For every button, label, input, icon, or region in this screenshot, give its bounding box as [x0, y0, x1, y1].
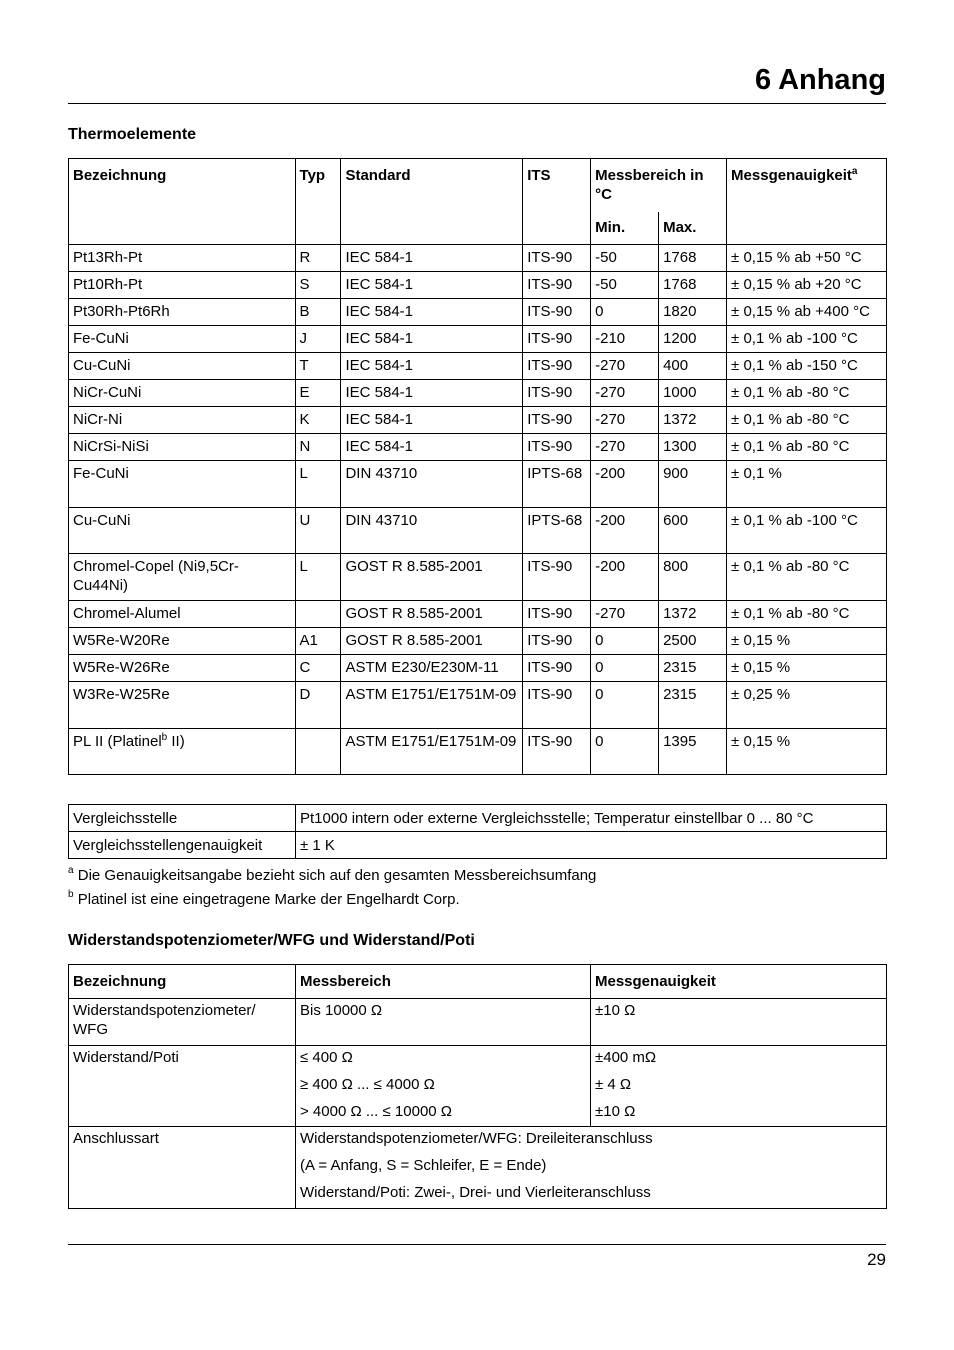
cell-acc: ± 0,1 % ab -150 °C — [727, 353, 887, 380]
cell-acc: ± 0,15 % — [727, 729, 887, 775]
cell-max: 1395 — [659, 729, 727, 775]
table-row — [69, 380, 887, 407]
poti-acc-1: ±400 mΩ — [595, 1049, 657, 1066]
anschlussart-line-1: Widerstandspotenziometer/WFG: Dreileiteranschluss — [300, 1130, 653, 1147]
cell-typ: L — [295, 461, 341, 508]
cell-min: -200 — [591, 554, 659, 601]
table-row — [69, 299, 887, 326]
cell-typ: E — [295, 380, 341, 407]
wfg-row-name: Widerstandspotenziometer/ WFG — [69, 999, 296, 1046]
cell-its: ITS-90 — [523, 245, 591, 272]
cell-typ: K — [295, 407, 341, 434]
cell-min: -200 — [591, 461, 659, 508]
cell-its: ITS-90 — [523, 326, 591, 353]
cell-its: ITS-90 — [523, 628, 591, 655]
cell-max: 1200 — [659, 326, 727, 353]
table-row — [69, 272, 887, 299]
cell-name: Pt10Rh-Pt — [69, 272, 296, 299]
poti-acc-3: ±10 Ω — [595, 1103, 636, 1120]
poti-acc-2: ± 4 Ω — [595, 1076, 632, 1093]
cell-min: -50 — [591, 245, 659, 272]
cell-max: 400 — [659, 353, 727, 380]
cell-std: GOST R 8.585-2001 — [341, 554, 523, 601]
cell-its: ITS-90 — [523, 554, 591, 601]
wfg-header-messgenauigkeit: Messgenauigkeit — [591, 965, 887, 999]
cell-acc: ± 0,1 % ab -80 °C — [727, 601, 887, 628]
header-standard: Standard — [341, 159, 523, 245]
table-row — [69, 245, 887, 272]
cell-min: 0 — [591, 682, 659, 729]
cell-max: 1372 — [659, 407, 727, 434]
cell-typ: L — [295, 554, 341, 601]
cell-max: 1768 — [659, 245, 727, 272]
cell-max: 900 — [659, 461, 727, 508]
wfg-header-bezeichnung: Bezeichnung — [69, 965, 296, 999]
cell-typ — [295, 601, 341, 628]
cell-name: Chromel-Copel (Ni9,5Cr-Cu44Ni) — [69, 554, 296, 601]
cell-name: Fe-CuNi — [69, 326, 296, 353]
cell-its: ITS-90 — [523, 380, 591, 407]
anschlussart-value — [296, 1127, 887, 1209]
cell-typ: T — [295, 353, 341, 380]
cell-std: IEC 584-1 — [341, 353, 523, 380]
footnote-a: $^a$ Die Genauigkeitsangabe bezieht sich auf den gesamten Messbereichsumfang — [68, 865, 597, 884]
footnote-b: $^b$ Platinel ist eine eingetragene Marke der Engelhardt Corp. — [68, 889, 460, 908]
vergleichsstelle-value: Pt1000 intern oder externe Vergleichsstelle; Temperatur einstellbar 0 ... 80 °C — [296, 805, 887, 832]
cell-acc: ± 0,15 % ab +50 °C — [727, 245, 887, 272]
cell-name: Chromel-Alumel — [69, 601, 296, 628]
cell-min: -270 — [591, 434, 659, 461]
poti-range-2: ≥ 400 Ω ... ≤ 4000 Ω — [300, 1076, 435, 1093]
cell-its: ITS-90 — [523, 407, 591, 434]
cell-typ: N — [295, 434, 341, 461]
cell-max: 1300 — [659, 434, 727, 461]
cell-std: GOST R 8.585-2001 — [341, 628, 523, 655]
cell-typ: R — [295, 245, 341, 272]
cell-min: -270 — [591, 353, 659, 380]
cell-its: ITS-90 — [523, 601, 591, 628]
cell-name: NiCrSi-NiSi — [69, 434, 296, 461]
cell-max: 600 — [659, 508, 727, 554]
table-row — [69, 407, 887, 434]
table-row — [69, 601, 887, 628]
cell-name: W5Re-W26Re — [69, 655, 296, 682]
header-messgenauigkeit: Messgenauigkeit$^a$ — [727, 159, 887, 245]
cell-name: W3Re-W25Re — [69, 682, 296, 729]
header-min: Min. — [591, 212, 659, 245]
cell-typ: U — [295, 508, 341, 554]
cell-std: IEC 584-1 — [341, 272, 523, 299]
cell-name: Pt13Rh-Pt — [69, 245, 296, 272]
cell-acc: ± 0,15 % — [727, 628, 887, 655]
cell-std: IEC 584-1 — [341, 407, 523, 434]
cell-std: IEC 584-1 — [341, 299, 523, 326]
page-number: 29 — [867, 1250, 886, 1269]
cell-acc: ± 0,25 % — [727, 682, 887, 729]
vergleichsstelle-table — [68, 804, 887, 859]
header-bezeichnung: Bezeichnung — [69, 159, 296, 245]
cell-std: ASTM E1751/E1751M-09 — [341, 682, 523, 729]
name-pre: PL II (Platinel — [73, 733, 162, 750]
vergleichsstellengenauigkeit-value: ± 1 K — [296, 832, 887, 859]
cell-name — [69, 729, 296, 775]
table-row — [69, 353, 887, 380]
cell-its: ITS-90 — [523, 272, 591, 299]
cell-std: GOST R 8.585-2001 — [341, 601, 523, 628]
cell-typ: D — [295, 682, 341, 729]
cell-std: DIN 43710 — [341, 461, 523, 508]
table-row — [69, 554, 887, 601]
anschlussart-label: Anschlussart — [69, 1127, 296, 1209]
poti-range-1: ≤ 400 Ω — [300, 1049, 353, 1066]
cell-min: -270 — [591, 380, 659, 407]
footnote-a-ref: a — [851, 166, 858, 177]
table-row — [69, 729, 887, 775]
wfg-table — [68, 964, 887, 1209]
cell-its: ITS-90 — [523, 299, 591, 326]
cell-max: 1820 — [659, 299, 727, 326]
wfg-header-messbereich: Messbereich — [296, 965, 591, 999]
poti-row-ranges — [296, 1046, 591, 1127]
table-row — [69, 508, 887, 554]
cell-max: 800 — [659, 554, 727, 601]
cell-typ: A1 — [295, 628, 341, 655]
cell-acc: ± 0,1 % ab -80 °C — [727, 554, 887, 601]
poti-row-name: Widerstand/Poti — [69, 1046, 296, 1127]
header-messbereich: Messbereich in °C — [591, 159, 727, 212]
chapter-title: 6 Anhang — [754, 64, 886, 96]
vergleichsstelle-label: Vergleichsstelle — [69, 805, 296, 832]
cell-max: 1000 — [659, 380, 727, 407]
cell-typ — [295, 729, 341, 775]
cell-std: IEC 584-1 — [341, 380, 523, 407]
cell-min: -270 — [591, 407, 659, 434]
name-post: II) — [167, 733, 185, 750]
cell-name: W5Re-W20Re — [69, 628, 296, 655]
cell-min: 0 — [591, 628, 659, 655]
cell-acc: ± 0,1 % ab -100 °C — [727, 508, 887, 554]
cell-max: 1768 — [659, 272, 727, 299]
cell-std: IEC 584-1 — [341, 434, 523, 461]
anschlussart-line-3: Widerstand/Poti: Zwei-, Drei- und Vierleiteranschluss — [300, 1184, 651, 1201]
cell-min: -50 — [591, 272, 659, 299]
table-row — [69, 434, 887, 461]
cell-its: ITS-90 — [523, 434, 591, 461]
cell-its: ITS-90 — [523, 729, 591, 775]
cell-typ: B — [295, 299, 341, 326]
cell-typ: J — [295, 326, 341, 353]
cell-its: ITS-90 — [523, 655, 591, 682]
cell-min: -210 — [591, 326, 659, 353]
cell-name: Cu-CuNi — [69, 353, 296, 380]
header-max: Max. — [659, 212, 727, 245]
footer-rule — [68, 1244, 886, 1245]
cell-acc: ± 0,1 % ab -100 °C — [727, 326, 887, 353]
table-row — [69, 326, 887, 353]
poti-row-accuracies — [591, 1046, 887, 1127]
cell-name: NiCr-CuNi — [69, 380, 296, 407]
cell-name: Cu-CuNi — [69, 508, 296, 554]
cell-max: 2315 — [659, 655, 727, 682]
section-title-thermoelemente: Thermoelemente — [68, 126, 197, 143]
cell-max: 1372 — [659, 601, 727, 628]
cell-acc: ± 0,15 % ab +400 °C — [727, 299, 887, 326]
cell-max: 2315 — [659, 682, 727, 729]
cell-std: ASTM E230/E230M-11 — [341, 655, 523, 682]
cell-acc: ± 0,1 % — [727, 461, 887, 508]
table-row — [69, 655, 887, 682]
cell-min: 0 — [591, 655, 659, 682]
cell-typ: C — [295, 655, 341, 682]
cell-std: DIN 43710 — [341, 508, 523, 554]
table-row — [69, 682, 887, 729]
cell-its: ITS-90 — [523, 353, 591, 380]
header-its: ITS — [523, 159, 591, 245]
cell-std: ASTM E1751/E1751M-09 — [341, 729, 523, 775]
table-row — [69, 628, 887, 655]
cell-max: 2500 — [659, 628, 727, 655]
section-title-wfg: Widerstandspotenziometer/WFG und Widerstand/Poti — [68, 932, 475, 949]
poti-range-3: > 4000 Ω ... ≤ 10000 Ω — [300, 1103, 453, 1120]
cell-name: NiCr-Ni — [69, 407, 296, 434]
cell-min: -270 — [591, 601, 659, 628]
cell-acc: ± 0,1 % ab -80 °C — [727, 407, 887, 434]
cell-std: IEC 584-1 — [341, 326, 523, 353]
thermoelemente-table — [68, 158, 887, 775]
cell-typ: S — [295, 272, 341, 299]
cell-its: IPTS-68 — [523, 461, 591, 508]
table-row — [69, 461, 887, 508]
cell-min: -200 — [591, 508, 659, 554]
cell-acc: ± 0,15 % ab +20 °C — [727, 272, 887, 299]
cell-its: IPTS-68 — [523, 508, 591, 554]
header-typ: Typ — [295, 159, 341, 245]
footnote-b-ref: b — [161, 732, 168, 743]
vergleichsstellengenauigkeit-label: Vergleichsstellengenauigkeit — [69, 832, 296, 859]
wfg-row-range: Bis 10000 Ω — [296, 999, 591, 1046]
cell-acc: ± 0,15 % — [727, 655, 887, 682]
cell-name: Fe-CuNi — [69, 461, 296, 508]
cell-name: Pt30Rh-Pt6Rh — [69, 299, 296, 326]
cell-min: 0 — [591, 299, 659, 326]
anschlussart-line-2: (A = Anfang, S = Schleifer, E = Ende) — [300, 1157, 547, 1174]
cell-min: 0 — [591, 729, 659, 775]
cell-std: IEC 584-1 — [341, 245, 523, 272]
header-rule — [68, 103, 886, 104]
cell-acc: ± 0,1 % ab -80 °C — [727, 380, 887, 407]
cell-its: ITS-90 — [523, 682, 591, 729]
wfg-row-accuracy: ±10 Ω — [591, 999, 887, 1046]
cell-acc: ± 0,1 % ab -80 °C — [727, 434, 887, 461]
